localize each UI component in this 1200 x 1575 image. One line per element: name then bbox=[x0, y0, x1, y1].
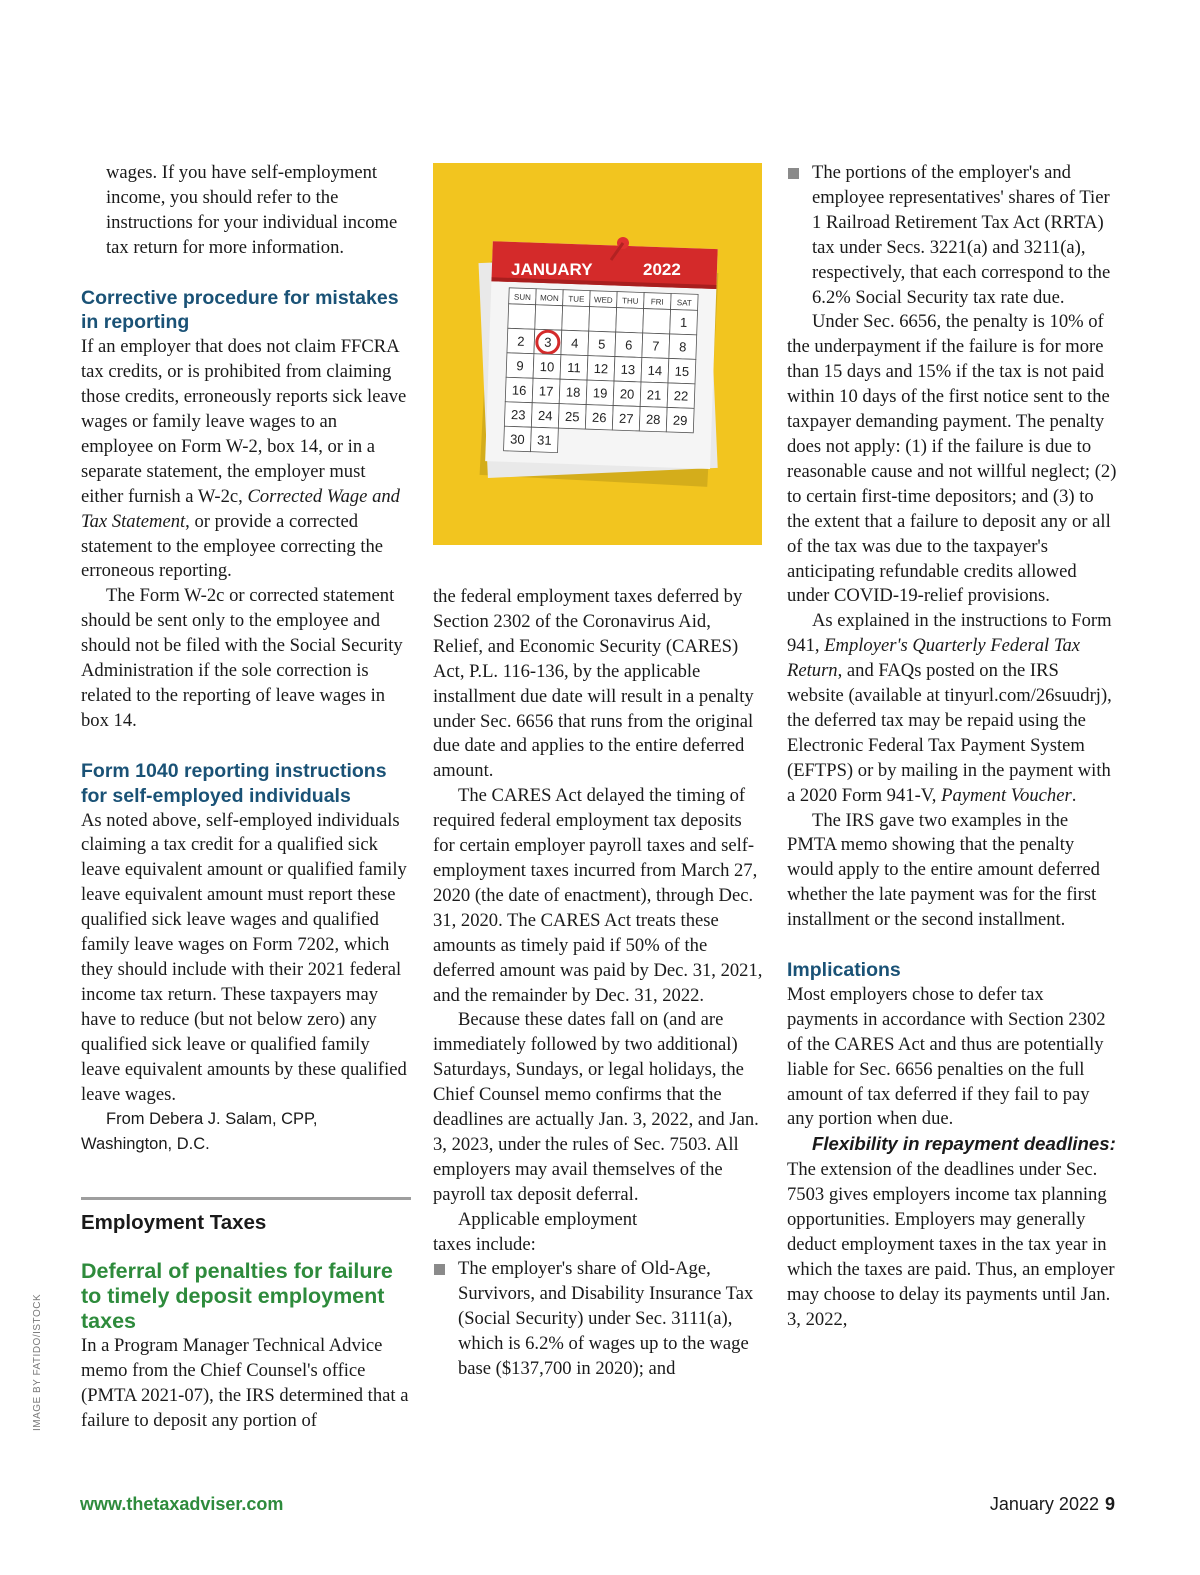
calendar-date: 9 bbox=[516, 358, 524, 374]
heading-implications: Implications bbox=[787, 958, 901, 981]
calendar-date: 3 bbox=[543, 334, 552, 350]
calendar-date: 2 bbox=[516, 333, 525, 349]
corrective-paragraph-2: The Form W-2c or corrected statement should be sent only to the employee and should not be filed with the Social Security Administration if the sole correction is related to the reporting of leave wages in box 14. bbox=[81, 585, 403, 731]
calendar-date-cell bbox=[616, 308, 644, 333]
calendar-date: 11 bbox=[566, 359, 581, 376]
calendar-day-header: TUE bbox=[568, 294, 585, 304]
column2-paragraph-2: The CARES Act delayed the timing of required federal employment tax deposits for certain employer payroll taxes and self-employment taxes incurred from March 27, 2020 (the date of enactment), through Dec. 31, 2020. The CARES Act treats these amounts as timely paid if 50% of the deferred amount was paid by Dec. 31, 2021, and the remainder by Dec. 31, 2022. bbox=[433, 785, 763, 1006]
calendar-date: 28 bbox=[645, 411, 661, 428]
calendar-day-header: THU bbox=[621, 296, 639, 306]
heading-deferral-penalties: Deferral of penalties for failure to timely deposit employment taxes bbox=[81, 1259, 393, 1334]
corrective-paragraph-1: If an employer that does not claim FFCRA tax credits, or is prohibited from claiming those credits, erroneously reports sick leave wages or family leave wages to an employee on Form W-2, box 14, or in a separate statement, the employer must either furnish a W-2c, Corrected Wage and Tax Statement, or provide a corrected statement to the employee correcting the erroneous reporting. bbox=[81, 336, 407, 582]
footer-date-page bbox=[990, 1494, 1115, 1515]
section-divider bbox=[81, 1197, 411, 1200]
calendar-date: 27 bbox=[618, 410, 634, 427]
calendar-date: 12 bbox=[593, 360, 609, 377]
calendar-date-cell bbox=[535, 305, 563, 330]
calendar-date: 15 bbox=[674, 363, 690, 380]
calendar-day-header: MON bbox=[539, 293, 559, 304]
image-credit: IMAGE BY FATIDO/ISTOCK bbox=[32, 1293, 43, 1431]
calendar-date: 8 bbox=[678, 339, 687, 355]
calendar-illustration bbox=[433, 163, 762, 545]
footer-website[interactable]: www.thetaxadviser.com bbox=[80, 1494, 284, 1514]
calendar-date: 14 bbox=[647, 362, 663, 379]
bullet-item-2: The portions of the employer's and employee representatives' shares of Tier 1 Railroad Retirement Tax Act (RRTA) tax under Secs. 3221(a) and 3211(a), respectively, that each correspond to the 6.2% Social Security tax rate due. bbox=[787, 161, 1117, 310]
calendar-date: 19 bbox=[592, 385, 608, 401]
intro-paragraph: wages. If you have self-employment income, you should refer to the instructions for your individual income tax return for more information. bbox=[106, 162, 398, 258]
column-2 bbox=[433, 585, 763, 1382]
deferral-paragraph: In a Program Manager Technical Advice memo from the Chief Counsel's office (PMTA 2021-07), the IRS determined that a failure to deposit any portion of bbox=[81, 1335, 409, 1431]
calendar-year: 2022 bbox=[643, 260, 681, 279]
calendar-date: 29 bbox=[672, 412, 688, 429]
calendar-day-header: SUN bbox=[513, 292, 531, 303]
column-3 bbox=[787, 161, 1117, 1333]
calendar-date: 21 bbox=[646, 387, 662, 403]
calendar-day-header: WED bbox=[593, 295, 613, 305]
column2-paragraph-4b: taxes include: bbox=[433, 1233, 536, 1255]
column2-paragraph-4a: Applicable employment bbox=[458, 1208, 638, 1230]
calendar-date: 20 bbox=[619, 386, 635, 402]
calendar-date: 18 bbox=[565, 384, 581, 400]
calendar-date-cell bbox=[562, 306, 590, 331]
footer-date: January 2022 bbox=[989, 1494, 1099, 1514]
runin-heading: Flexibility in repayment deadlines: bbox=[812, 1133, 1116, 1155]
byline-author: From Debera J. Salam, CPP, bbox=[106, 1110, 318, 1129]
calendar-date-cell bbox=[643, 309, 671, 334]
column-1 bbox=[81, 161, 411, 1434]
column2-paragraph-1: the federal employment taxes deferred by Section 2302 of the Coronavirus Aid, Relief, and Economic Security (CARES) Act, P.L. 116-136, by the applicable installment due date will result in a penalty under Sec. 6656 that runs from the original due date and applies to the entire deferred amount. bbox=[433, 586, 754, 782]
page-number: 9 bbox=[1104, 1494, 1115, 1514]
calendar-day-header: SAT bbox=[676, 298, 692, 308]
byline-location: Washington, D.C. bbox=[81, 1135, 210, 1154]
form1040-paragraph: As noted above, self-employed individuals claiming a tax credit for a qualified sick leave equivalent amount or qualified family leave equivalent amount must report these qualified sick leave wages and qualified family leave wages on Form 7202, which they should include with their 2021 federal income tax return. These taxpayers may have to reduce (but not below zero) any qualified sick leave or qualified family leave equivalent amounts by these qualified leave wages. bbox=[81, 809, 407, 1105]
bullet-square-icon bbox=[434, 1264, 445, 1275]
calendar-date: 22 bbox=[673, 388, 689, 404]
calendar-date: 31 bbox=[536, 432, 552, 448]
implications-paragraph-2: Flexibility in repayment deadlines: The extension of the deadlines under Sec. 7503 gives employers income tax planning opportunities. Employers may generally deduct employment taxes in the tax year in which the taxes are paid. Thus, an employer may choose to delay its payments until Jan. 3, 2022, bbox=[787, 1133, 1116, 1330]
section-title: Employment Taxes bbox=[81, 1211, 267, 1235]
calendar-date: 13 bbox=[620, 361, 636, 378]
calendar-date: 23 bbox=[510, 406, 526, 423]
bullet-square-icon bbox=[788, 168, 799, 179]
column3-paragraph-3: The IRS gave two examples in the PMTA memo showing that the penalty would apply to the entire amount deferred whether the late payment was for the first installment or the second installment. bbox=[787, 809, 1100, 931]
column2-paragraph-3: Because these dates fall on (and are immediately followed by two additional) Saturdays, Sundays, or legal holidays, the Chief Counsel memo confirms that the deadlines are actually Jan. 3, 2022, and Jan. 3, 2023, under the rules of Sec. 7503. All employers may avail themselves of the payroll tax deposit deferral. bbox=[433, 1009, 759, 1205]
bullet-item-1: The employer's share of Old-Age, Survivors, and Disability Insurance Tax (Social Security) under Sec. 3111(a), which is 6.2% of wages up to the wage base ($137,700 in 2020); and bbox=[433, 1257, 763, 1382]
calendar-date: 1 bbox=[679, 314, 688, 331]
calendar-date: 6 bbox=[624, 337, 633, 353]
implications-paragraph-1: Most employers chose to defer tax payments in accordance with Section 2302 of the CARES Act and thus are potentially liable for Sec. 6656 penalties on the full amount of tax deferred if they fail to pay any portion when due. bbox=[787, 983, 1106, 1130]
calendar-date-cell bbox=[589, 307, 617, 332]
heading-form-1040: Form 1040 reporting instructions for self-employed individuals bbox=[81, 759, 387, 807]
calendar-date: 7 bbox=[651, 338, 660, 354]
calendar-date: 16 bbox=[511, 382, 527, 398]
calendar-date: 26 bbox=[591, 409, 607, 426]
calendar-photo bbox=[433, 163, 762, 545]
heading-corrective-procedure: Corrective procedure for mistakes in reporting bbox=[81, 286, 399, 334]
calendar-date: 10 bbox=[539, 358, 555, 375]
calendar-date: 24 bbox=[537, 407, 553, 424]
column3-paragraph-1: Under Sec. 6656, the penalty is 10% of the underpayment if the failure is for more than 15 days and 15% if the tax is not paid within 10 days of the first notice sent to the taxpayer demanding payment. The penalty does not apply: (1) if the failure is due to reasonable cause and not willful neglect; (2) to certain first-time depositors; and (3) to the extent that a failure to deposit any or all of the tax was due to the taxpayer's anticipating refundable credits allowed under COVID-19-relief provisions. bbox=[787, 311, 1117, 607]
calendar-date: 5 bbox=[597, 336, 606, 352]
calendar-date-cell bbox=[508, 304, 536, 329]
calendar-date: 17 bbox=[538, 383, 554, 399]
calendar-month: JANUARY bbox=[511, 260, 593, 279]
calendar-date: 30 bbox=[509, 431, 525, 447]
calendar-date: 4 bbox=[570, 335, 579, 351]
calendar-date: 25 bbox=[564, 408, 580, 425]
column3-paragraph-2: As explained in the instructions to Form 941, Employer's Quarterly Federal Tax Return, and FAQs posted on the IRS website (available at tinyurl.com/26suudrj), the deferred tax may be repaid using the Electronic Federal Tax Payment System (EFTPS) or by mailing in the payment with a 2020 Form 941-V, Payment Voucher. bbox=[787, 610, 1112, 806]
calendar-day-header: FRI bbox=[650, 297, 664, 307]
